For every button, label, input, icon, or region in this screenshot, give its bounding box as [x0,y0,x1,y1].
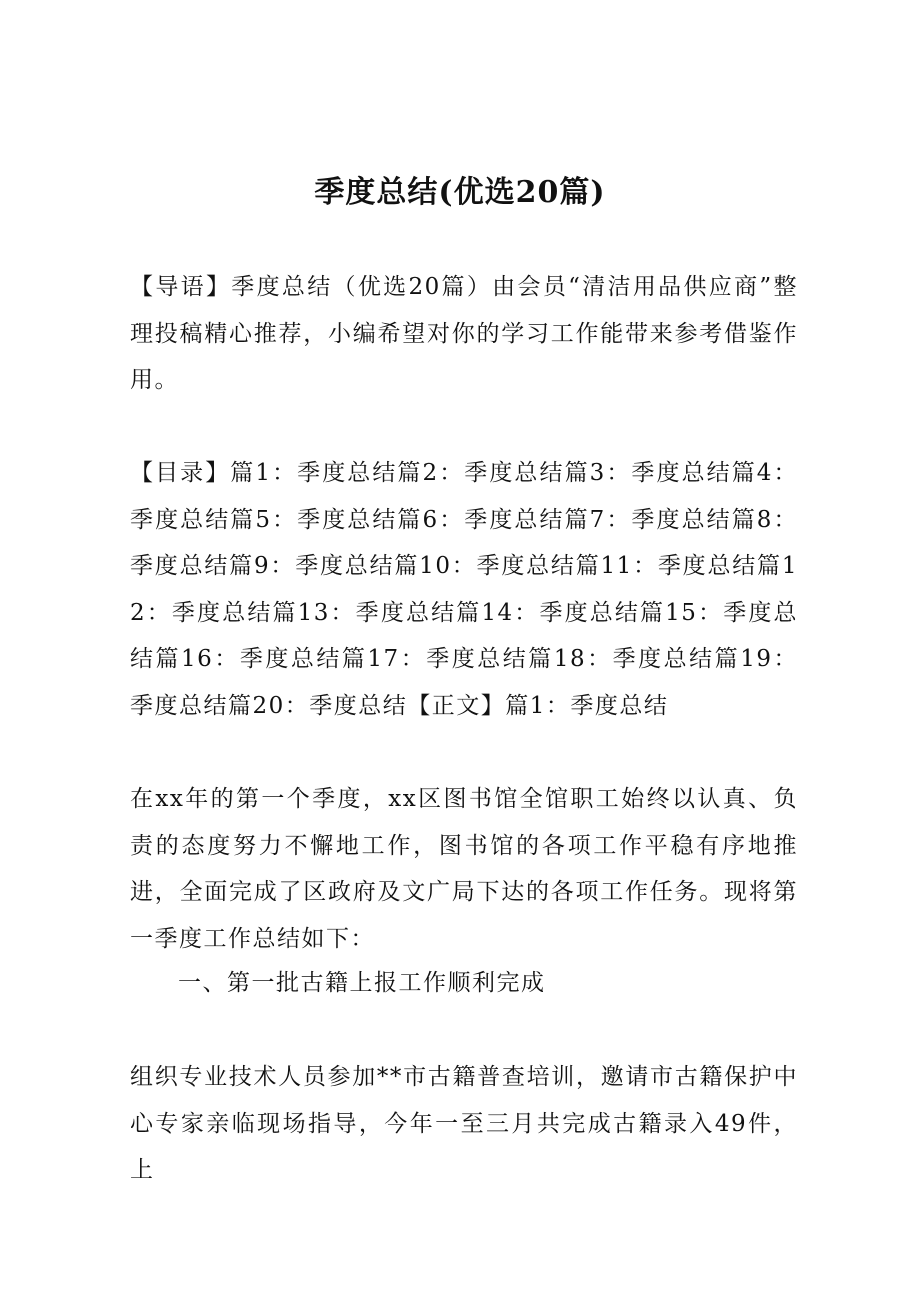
document-title: 季度总结(优选20篇) [314,175,606,210]
body-paragraph: 组织专业技术人员参加**市古籍普查培训，邀请市古籍保护中心专家亲临现场指导，今年一至三月共完成古籍录入49件，上 [130,1064,798,1183]
section-heading: 一、第一批古籍上报工作顺利完成 [178,970,546,996]
intro-paragraph: 【导语】季度总结（优选20篇）由会员“清洁用品供应商”整理投稿精心推荐，小编希望对你的学习工作能带来参考借鉴作用。 [130,274,798,393]
table-of-contents: 【目录】篇1：季度总结篇2：季度总结篇3：季度总结篇4：季度总结篇5：季度总结篇6：季度总结篇7：季度总结篇8：季度总结篇9：季度总结篇10：季度总结篇11：季度总结篇12：季度总结篇13：季度总结篇14：季度总结篇15：季度总结篇16：季度总结篇17：季度总结篇18：季度总结篇19：季度总结篇20：季度总结【正文】篇1：季度总结 [130,460,798,719]
body-paragraph: 在xx年的第一个季度，xx区图书馆全馆职工始终以认真、负责的态度努力不懈地工作，图书馆的各项工作平稳有序地推进，全面完成了区政府及文广局下达的各项工作任务。现将第一季度工作总结如下： [130,786,798,952]
